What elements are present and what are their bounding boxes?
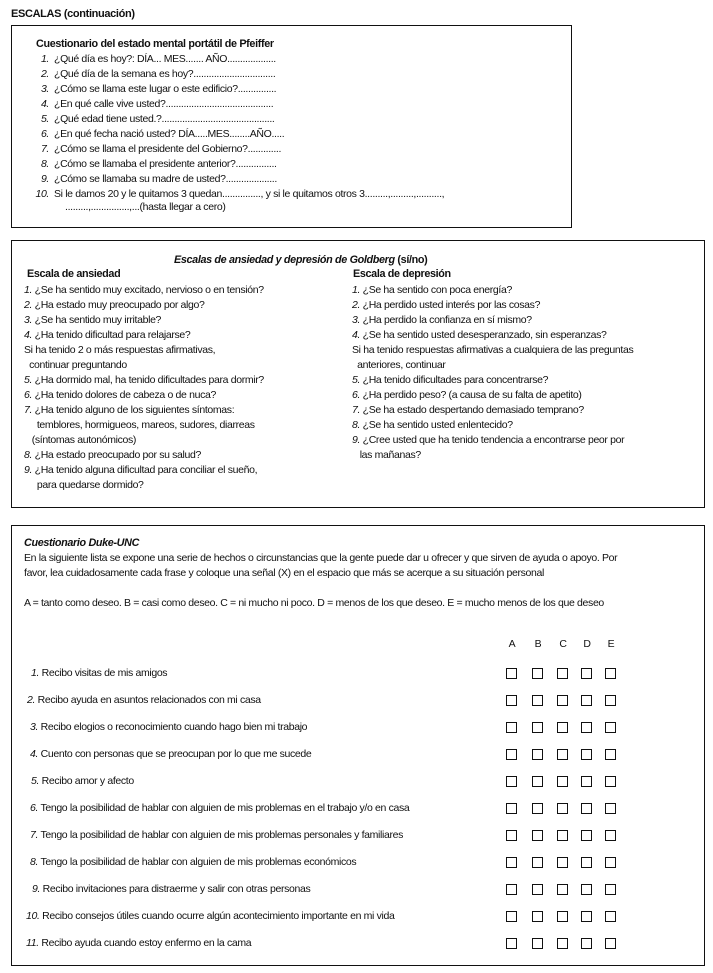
duke-item-label (30, 747, 311, 762)
duke-item-label (31, 666, 167, 681)
anxiety-question (24, 313, 161, 328)
checkbox-item-7-c[interactable] (557, 830, 568, 841)
item-number: 1. (24, 284, 33, 296)
checkbox-item-2-e[interactable] (605, 695, 616, 706)
item-text: ¿Cómo se llamaba el presidente anterior?................ (54, 158, 277, 170)
pfeiffer-question (32, 67, 275, 82)
item-text: Si ha tenido 2 o más respuestas afirmativas, (24, 344, 216, 356)
item-text: ¿Se ha estado despertando demasiado temprano? (360, 404, 584, 416)
checkbox-item-1-c[interactable] (557, 668, 568, 679)
anxiety-question (24, 403, 234, 418)
item-number: 10. (35, 188, 49, 200)
item-number: 8. (40, 158, 49, 170)
item-number: 2. (352, 299, 361, 311)
item-number: 3. (24, 314, 33, 326)
checkbox-item-5-d[interactable] (581, 776, 592, 787)
checkbox-item-7-a[interactable] (506, 830, 517, 841)
pfeiffer-question (32, 172, 277, 187)
goldberg-title-main: Escalas de ansiedad y depresión de Goldberg (174, 254, 395, 266)
item-number: 9. (352, 434, 361, 446)
item-number: 6. (30, 802, 39, 814)
item-text: ¿Cómo se llamaba su madre de usted?.................... (54, 173, 277, 185)
duke-item-label (31, 774, 134, 789)
item-text: ¿Ha perdido la confianza en sí mismo? (360, 314, 532, 326)
depression-question (352, 433, 624, 448)
anxiety-question (24, 418, 255, 433)
item-number: 6. (352, 389, 361, 401)
checkbox-item-6-b[interactable] (532, 803, 543, 814)
pfeiffer-question-continuation: .........,...............,...(hasta llegar a cero) (65, 201, 226, 213)
anxiety-question (24, 343, 215, 358)
depression-question (352, 313, 532, 328)
checkbox-item-11-e[interactable] (605, 938, 616, 949)
duke-item-label (27, 693, 261, 708)
column-header-d: D (583, 638, 591, 650)
duke-item-label (26, 936, 251, 951)
item-number: 3. (352, 314, 361, 326)
checkbox-item-11-d[interactable] (581, 938, 592, 949)
checkbox-item-3-c[interactable] (557, 722, 568, 733)
item-text: Recibo ayuda en asuntos relacionados con mi casa (35, 694, 261, 706)
item-text: las mañanas? (352, 449, 421, 461)
item-number: 1. (31, 667, 40, 679)
item-number: 8. (352, 419, 361, 431)
item-text: ¿Qué día es hoy?: DÍA... MES....... AÑO................... (54, 53, 276, 65)
item-text: anteriores, continuar (352, 359, 446, 371)
item-text: ¿Ha estado preocupado por su salud? (32, 449, 201, 461)
item-number: 9. (24, 464, 33, 476)
depression-scale-title: Escala de depresión (353, 268, 451, 280)
duke-item-label (30, 855, 356, 870)
duke-item-label (30, 828, 403, 843)
anxiety-question (24, 448, 201, 463)
checkbox-item-1-a[interactable] (506, 668, 517, 679)
anxiety-question (24, 298, 205, 313)
item-text: ¿Ha tenido alguno de los siguientes síntomas: (32, 404, 235, 416)
duke-item-label (32, 882, 310, 897)
pfeiffer-question (32, 127, 284, 142)
item-text: ¿Ha perdido peso? (a causa de su falta de apetito) (360, 389, 582, 401)
checkbox-item-1-b[interactable] (532, 668, 543, 679)
depression-question (352, 373, 548, 388)
duke-item-label (26, 909, 394, 924)
checkbox-item-6-c[interactable] (557, 803, 568, 814)
checkbox-item-9-b[interactable] (532, 884, 543, 895)
item-text: (síntomas autonómicos) (24, 434, 137, 446)
checkbox-item-8-d[interactable] (581, 857, 592, 868)
checkbox-item-8-e[interactable] (605, 857, 616, 868)
item-number: 7. (40, 143, 49, 155)
item-text: Recibo elogios o reconocimiento cuando hago bien mi trabajo (38, 721, 308, 733)
item-text: ¿Ha estado muy preocupado por algo? (32, 299, 205, 311)
column-header-c: C (559, 638, 567, 650)
item-text: ¿Ha tenido dificultades para concentrarse? (360, 374, 549, 386)
checkbox-item-8-a[interactable] (506, 857, 517, 868)
item-text: ¿Cómo se llama este lugar o este edificio?............... (54, 83, 277, 95)
checkbox-item-5-c[interactable] (557, 776, 568, 787)
duke-item-label (30, 801, 409, 816)
item-number: 6. (24, 389, 33, 401)
anxiety-question (24, 463, 257, 478)
column-header-b: B (534, 638, 542, 650)
item-number: 2. (27, 694, 36, 706)
depression-question (352, 343, 633, 358)
item-text: temblores, hormigueos, mareos, sudores, diarreas (24, 419, 255, 431)
item-text: Recibo amor y afecto (39, 775, 134, 787)
checkbox-item-9-e[interactable] (605, 884, 616, 895)
item-text: Cuento con personas que se preocupan por lo que me sucede (38, 748, 312, 760)
checkbox-item-2-c[interactable] (557, 695, 568, 706)
checkbox-item-11-a[interactable] (506, 938, 517, 949)
item-number: 5. (40, 113, 49, 125)
item-text: ¿Cómo se llama el presidente del Gobierno?............. (54, 143, 282, 155)
item-text: ¿Ha perdido usted interés por las cosas? (360, 299, 541, 311)
goldberg-title (174, 254, 427, 266)
item-number: 1. (40, 53, 49, 65)
checkbox-item-9-a[interactable] (506, 884, 517, 895)
item-text: Tengo la posibilidad de hablar con alguien de mis problemas en el trabajo y/o en casa (38, 802, 410, 814)
depression-question (352, 358, 446, 373)
item-text: ¿En qué calle vive usted?.......................................... (54, 98, 274, 110)
item-text: Si ha tenido respuestas afirmativas a cualquiera de las preguntas (352, 344, 634, 356)
item-text: ¿Se ha sentido muy irritable? (32, 314, 162, 326)
item-number: 2. (24, 299, 33, 311)
item-text: ¿Se ha sentido muy excitado, nervioso o en tensión? (32, 284, 264, 296)
checkbox-item-4-a[interactable] (506, 749, 517, 760)
checkbox-item-8-c[interactable] (557, 857, 568, 868)
item-number: 8. (24, 449, 33, 461)
checkbox-item-10-a[interactable] (506, 911, 517, 922)
column-header-a: A (508, 638, 516, 650)
depression-question (352, 388, 582, 403)
item-text: ¿Qué edad tiene usted.?............................................ (54, 113, 275, 125)
checkbox-item-4-e[interactable] (605, 749, 616, 760)
checkbox-item-9-d[interactable] (581, 884, 592, 895)
item-number: 4. (40, 98, 49, 110)
item-text: ¿En qué fecha nació usted? DÍA.....MES........AÑO..... (54, 128, 285, 140)
checkbox-item-3-d[interactable] (581, 722, 592, 733)
goldberg-title-suffix: (sí/no) (394, 254, 428, 266)
item-number: 2. (40, 68, 49, 80)
checkbox-item-10-e[interactable] (605, 911, 616, 922)
pfeiffer-question (32, 82, 276, 97)
checkbox-item-2-a[interactable] (506, 695, 517, 706)
pfeiffer-question (32, 112, 275, 127)
item-number: 10. (26, 910, 40, 922)
checkbox-item-8-b[interactable] (532, 857, 543, 868)
anxiety-question (24, 283, 264, 298)
item-text: ¿Ha tenido alguna dificultad para conciliar el sueño, (32, 464, 258, 476)
pfeiffer-section (11, 25, 572, 228)
item-number: 7. (30, 829, 39, 841)
checkbox-item-3-a[interactable] (506, 722, 517, 733)
depression-question (352, 418, 513, 433)
page-header: ESCALAS (continuación) (11, 8, 135, 20)
item-number: 5. (24, 374, 33, 386)
anxiety-question (24, 358, 127, 373)
item-text: ¿Cree usted que ha tenido tendencia a encontrarse peor por (360, 434, 625, 446)
checkbox-item-6-e[interactable] (605, 803, 616, 814)
item-number: 4. (352, 329, 361, 341)
checkbox-item-10-d[interactable] (581, 911, 592, 922)
item-text: para quedarse dormido? (24, 479, 144, 491)
depression-question (352, 448, 421, 463)
item-text: Si le damos 20 y le quitamos 3 quedan..............., y si le quitamos otros 3.........,.........,.........., (54, 188, 445, 200)
anxiety-question (24, 328, 190, 343)
anxiety-question (24, 478, 144, 493)
checkbox-item-7-b[interactable] (532, 830, 543, 841)
duke-intro-line-2: favor, lea cuidadosamente cada frase y coloque una señal (X) en el espacio que más se acerque a su situación personal (24, 567, 544, 579)
item-text: ¿Se ha sentido usted desesperanzado, sin esperanzas? (360, 329, 607, 341)
checkbox-item-2-b[interactable] (532, 695, 543, 706)
item-number: 7. (352, 404, 361, 416)
pfeiffer-question (32, 157, 277, 172)
checkbox-item-1-e[interactable] (605, 668, 616, 679)
item-text: Recibo invitaciones para distraerme y salir con otras personas (40, 883, 311, 895)
goldberg-section (11, 240, 705, 508)
pfeiffer-question (32, 142, 281, 157)
pfeiffer-title: Cuestionario del estado mental portátil de Pfeiffer (36, 38, 274, 50)
item-number: 11. (26, 937, 39, 949)
checkbox-item-4-b[interactable] (532, 749, 543, 760)
checkbox-item-11-c[interactable] (557, 938, 568, 949)
item-number: 9. (40, 173, 49, 185)
checkbox-item-4-d[interactable] (581, 749, 592, 760)
depression-question (352, 298, 540, 313)
item-number: 6. (40, 128, 49, 140)
anxiety-question (24, 373, 264, 388)
pfeiffer-question (32, 52, 276, 67)
item-text: ¿Ha tenido dificultad para relajarse? (32, 329, 191, 341)
checkbox-item-7-d[interactable] (581, 830, 592, 841)
checkbox-item-7-e[interactable] (605, 830, 616, 841)
item-text: ¿Ha tenido dolores de cabeza o de nuca? (32, 389, 216, 401)
item-number: 8. (30, 856, 39, 868)
item-number: 1. (352, 284, 361, 296)
checkbox-item-6-a[interactable] (506, 803, 517, 814)
checkbox-item-4-c[interactable] (557, 749, 568, 760)
item-text: ¿Qué día de la semana es hoy?................................ (54, 68, 276, 80)
duke-intro-line-1: En la siguiente lista se expone una serie de hechos o circunstancias que la gente puede dar u ofrecer y que sirven de ayuda o apoyo. Por (24, 552, 618, 564)
anxiety-question (24, 433, 136, 448)
pfeiffer-question (32, 97, 273, 112)
item-text: ¿Ha dormido mal, ha tenido dificultades para dormir? (32, 374, 264, 386)
checkbox-item-5-a[interactable] (506, 776, 517, 787)
item-number: 5. (31, 775, 40, 787)
item-number: 4. (30, 748, 39, 760)
checkbox-item-5-b[interactable] (532, 776, 543, 787)
depression-question (352, 283, 512, 298)
anxiety-question (24, 388, 216, 403)
duke-answer-legend: A = tanto como deseo. B = casi como deseo. C = ni mucho ni poco. D = menos de los que deseo. E = mucho menos de los que deseo (24, 597, 604, 609)
checkbox-item-3-b[interactable] (532, 722, 543, 733)
checkbox-item-3-e[interactable] (605, 722, 616, 733)
depression-question (352, 328, 607, 343)
item-number: 9. (32, 883, 41, 895)
item-number: 7. (24, 404, 33, 416)
anxiety-scale-title: Escala de ansiedad (27, 268, 121, 280)
item-text: Recibo consejos útiles cuando ocurre algún acontecimiento importante en mi vida (39, 910, 395, 922)
item-text: Tengo la posibilidad de hablar con alguien de mis problemas personales y familiares (38, 829, 404, 841)
duke-item-label (30, 720, 307, 735)
column-header-e: E (607, 638, 615, 650)
depression-question (352, 403, 584, 418)
checkbox-item-10-b[interactable] (532, 911, 543, 922)
checkbox-item-1-d[interactable] (581, 668, 592, 679)
checkbox-item-6-d[interactable] (581, 803, 592, 814)
checkbox-item-9-c[interactable] (557, 884, 568, 895)
item-text: Recibo ayuda cuando estoy enfermo en la cama (38, 937, 252, 949)
checkbox-item-11-b[interactable] (532, 938, 543, 949)
item-text: Tengo la posibilidad de hablar con alguien de mis problemas económicos (38, 856, 357, 868)
item-number: 3. (30, 721, 39, 733)
item-number: 4. (24, 329, 33, 341)
item-number: 5. (352, 374, 361, 386)
item-number: 3. (40, 83, 49, 95)
item-text: continuar preguntando (24, 359, 127, 371)
item-text: ¿Se ha sentido usted enlentecido? (360, 419, 513, 431)
duke-title: Cuestionario Duke-UNC (24, 537, 140, 549)
duke-unc-section (11, 525, 705, 966)
item-text: ¿Se ha sentido con poca energía? (360, 284, 512, 296)
item-text: Recibo visitas de mis amigos (39, 667, 168, 679)
checkbox-item-10-c[interactable] (557, 911, 568, 922)
checkbox-item-2-d[interactable] (581, 695, 592, 706)
checkbox-item-5-e[interactable] (605, 776, 616, 787)
